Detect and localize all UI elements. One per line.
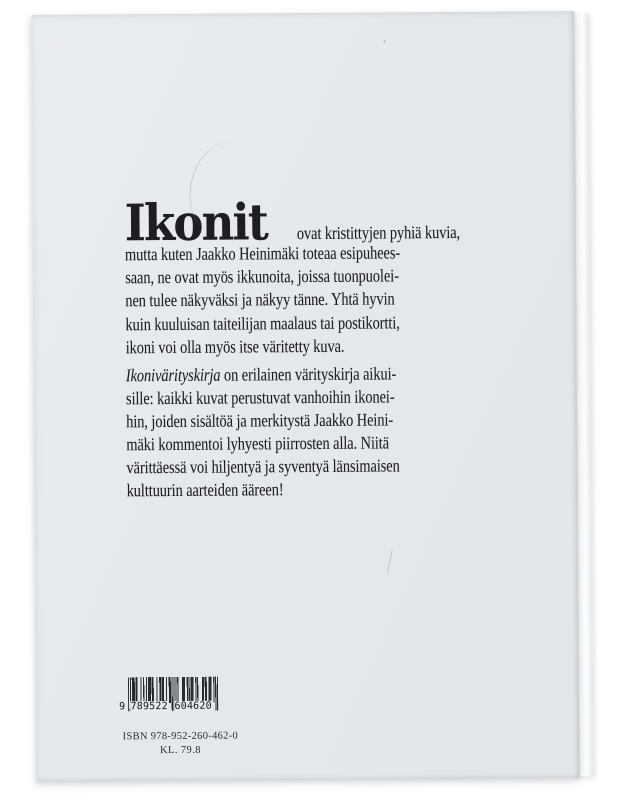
blurb-line: saan, ne ovat myös ikkunoita, joissa tuonpuolei- (125, 265, 399, 288)
blurb-line: ovat kristittyjen pyhiä kuvia, (296, 221, 460, 244)
blurb-line: mäki kommentoi lyhyesti piirrosten alla. Niitä (126, 432, 390, 455)
blurb-paragraph-1 (125, 241, 401, 359)
blurb-line: nen tulee näkyväksi ja näkyy tänne. Yhtä hyvin (125, 288, 395, 311)
book-title-italic: Ikonivärityskirja (125, 364, 221, 386)
blurb-line: mutta kuten Jaakko Heinimäki toteaa esipuhees- (124, 242, 401, 265)
blurb-line: kulttuurin aarteiden ääreen! (126, 479, 284, 501)
kl-classification: KL. 79.8 (160, 744, 201, 757)
title-heading: Ikonit (124, 192, 268, 253)
blurb-line (126, 362, 399, 387)
book-back-cover (31, 11, 579, 782)
blurb-first-line-row (124, 192, 501, 253)
barcode-block (120, 677, 241, 778)
blurb-line: kuin kuuluisan taiteilijan maalaus tai postikortti, (125, 311, 400, 334)
blurb-line-rest: on erilainen värityskirja aikui- (220, 363, 397, 385)
barcode-digit-leading: 9 (119, 701, 126, 713)
blurb-paragraph-2 (126, 362, 400, 502)
blurb-line: sille: kaikki kuvat perustuvat vanhoihin ikonei- (125, 386, 395, 409)
blurb-line: värittäessä voi hiljentyä ja syventyä länsimaisen (126, 455, 400, 478)
blurb-line: hin, joiden sisältöä ja merkitystä Jaakko Heini- (126, 409, 394, 432)
barcode-digits-left: 789522 (130, 701, 168, 713)
barcode-digits-right: 604620 (174, 700, 212, 712)
book (31, 11, 594, 783)
cover-scratch (387, 551, 393, 575)
cover-speck (334, 345, 336, 347)
cover-speck (384, 40, 386, 42)
blurb-line: ikoni voi olla myös itse väritetty kuva. (125, 335, 345, 358)
isbn-text: ISBN 978-952-260-462-0 (122, 730, 239, 743)
